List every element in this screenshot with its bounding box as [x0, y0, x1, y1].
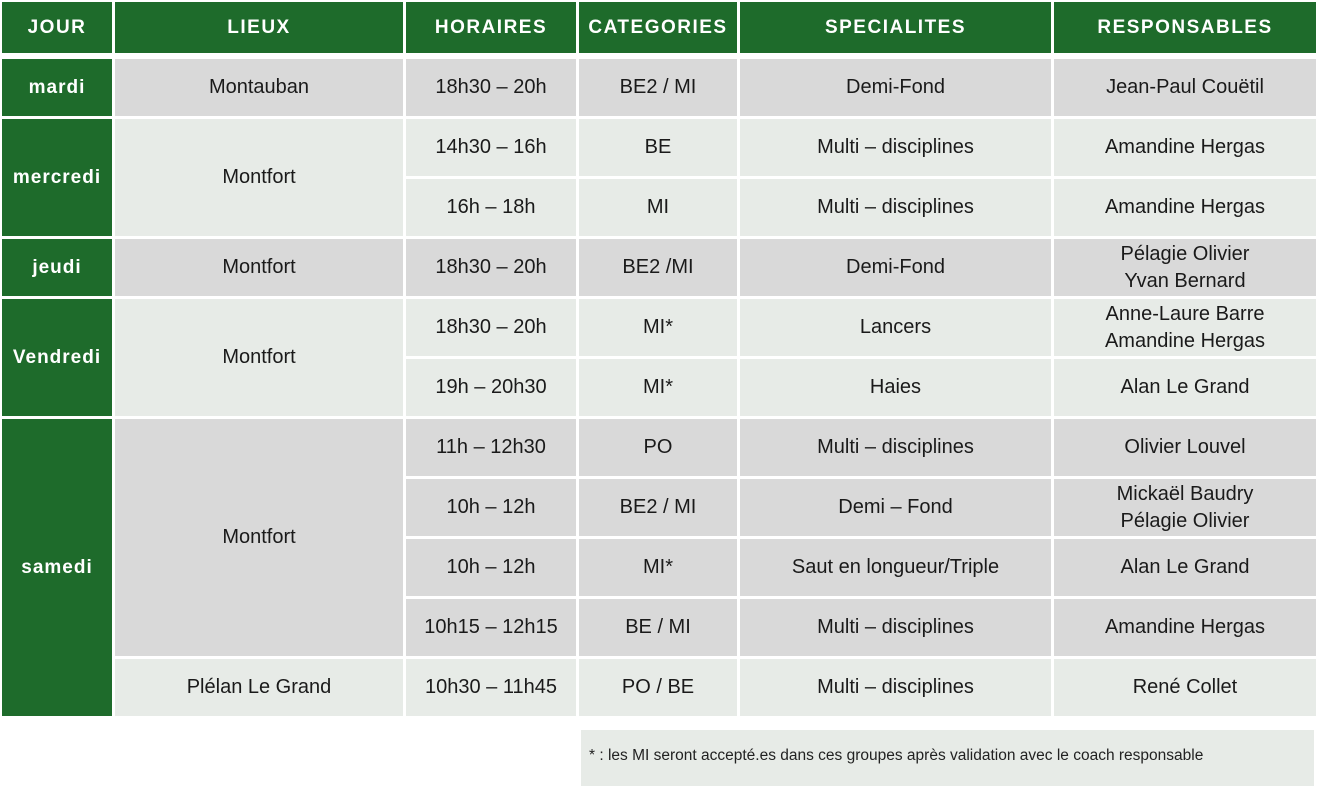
place-label: Montauban [208, 76, 310, 98]
coach-name: Yvan Bernard [1124, 269, 1246, 292]
coach-name: Pélagie Olivier [1120, 509, 1250, 532]
coach-cell [1054, 239, 1316, 299]
category-cell: MI* [579, 539, 740, 599]
table-row [2, 119, 1316, 179]
specialty-cell: Multi – disciplines [740, 179, 1054, 239]
place-label: Montfort [222, 256, 296, 278]
day-cell-mardi: mardi [2, 59, 115, 119]
specialty-cell: Multi – disciplines [740, 659, 1054, 719]
time-cell: 10h30 – 11h45 [406, 659, 579, 719]
category-cell: BE [579, 119, 740, 179]
coach-cell [1054, 59, 1316, 119]
table-row [2, 239, 1316, 299]
place-label: Plélan Le Grand [186, 676, 332, 698]
category-cell: BE2 / MI [579, 59, 740, 119]
coach-name: Mickaël Baudry [1116, 482, 1254, 505]
time-cell: 14h30 – 16h [406, 119, 579, 179]
specialty-cell: Multi – disciplines [740, 599, 1054, 659]
time-cell: 10h15 – 12h15 [406, 599, 579, 659]
coach-name: Amandine Hergas [1104, 616, 1266, 638]
day-cell-samedi: samedi [2, 419, 115, 719]
specialty-cell: Multi – disciplines [740, 119, 1054, 179]
category-cell: MI [579, 179, 740, 239]
specialty-cell: Haies [740, 359, 1054, 419]
coach-cell [1054, 659, 1316, 719]
day-cell-vendredi: Vendredi [2, 299, 115, 419]
category-cell: MI* [579, 359, 740, 419]
category-cell: BE2 / MI [579, 479, 740, 539]
time-cell: 11h – 12h30 [406, 419, 579, 479]
coach-cell [1054, 419, 1316, 479]
specialty-cell: Lancers [740, 299, 1054, 359]
category-cell: PO / BE [579, 659, 740, 719]
day-cell-jeudi: jeudi [2, 239, 115, 299]
time-cell: 18h30 – 20h [406, 59, 579, 119]
specialty-cell: Saut en longueur/Triple [740, 539, 1054, 599]
coach-name: Amandine Hergas [1104, 196, 1266, 218]
table-row [2, 659, 1316, 719]
coach-name: Jean-Paul Couëtil [1106, 76, 1264, 98]
specialty-cell: Demi-Fond [740, 239, 1054, 299]
place-cell [115, 659, 406, 719]
coach-cell [1054, 359, 1316, 419]
coach-cell [1054, 299, 1316, 359]
specialty-cell: Demi-Fond [740, 59, 1054, 119]
coach-name: Alan Le Grand [1120, 556, 1250, 578]
time-cell: 10h – 12h [406, 539, 579, 599]
schedule-table [2, 2, 1316, 719]
coach-cell [1054, 479, 1316, 539]
header-jour: JOUR [2, 2, 115, 59]
header-lieux: LIEUX [115, 2, 406, 59]
coach-name: René Collet [1132, 676, 1238, 698]
time-cell: 10h – 12h [406, 479, 579, 539]
place-cell [115, 419, 406, 659]
header-horaires: HORAIRES [406, 2, 579, 59]
category-cell: MI* [579, 299, 740, 359]
coach-name: Amandine Hergas [1104, 136, 1266, 158]
coach-name: Alan Le Grand [1120, 376, 1250, 398]
time-cell: 18h30 – 20h [406, 299, 579, 359]
header-specialites: SPECIALITES [740, 2, 1054, 59]
category-cell: PO [579, 419, 740, 479]
place-cell [115, 119, 406, 239]
header-categories: CATEGORIES [579, 2, 740, 59]
place-cell [115, 299, 406, 419]
table-row [2, 299, 1316, 359]
coach-cell [1054, 599, 1316, 659]
day-cell-mercredi: mercredi [2, 119, 115, 239]
specialty-cell: Demi – Fond [740, 479, 1054, 539]
time-cell: 18h30 – 20h [406, 239, 579, 299]
coach-cell [1054, 539, 1316, 599]
place-label: Montfort [222, 346, 296, 368]
coach-name: Pélagie Olivier [1120, 242, 1250, 265]
place-cell [115, 239, 406, 299]
coach-name: Olivier Louvel [1124, 436, 1246, 458]
header-row [2, 2, 1316, 59]
coach-cell [1054, 119, 1316, 179]
coach-name: Anne-Laure Barre [1105, 302, 1265, 325]
header-responsables: RESPONSABLES [1054, 2, 1316, 59]
place-label: Montfort [222, 166, 296, 188]
table-row [2, 59, 1316, 119]
category-cell: BE / MI [579, 599, 740, 659]
table-row [2, 419, 1316, 479]
place-label: Montfort [222, 526, 296, 548]
coach-name: Amandine Hergas [1104, 329, 1266, 352]
time-cell: 16h – 18h [406, 179, 579, 239]
specialty-cell: Multi – disciplines [740, 419, 1054, 479]
time-cell: 19h – 20h30 [406, 359, 579, 419]
footnote: * : les MI seront accepté.es dans ces groupes après validation avec le coach responsable [581, 730, 1314, 786]
place-cell [115, 59, 406, 119]
category-cell: BE2 /MI [579, 239, 740, 299]
coach-cell [1054, 179, 1316, 239]
